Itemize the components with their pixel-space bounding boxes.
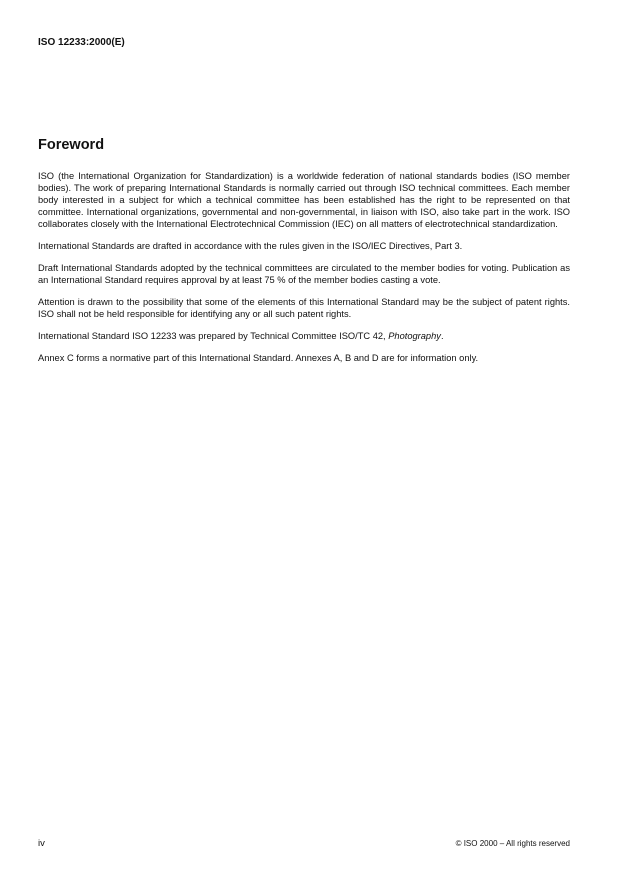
copyright-notice: © ISO 2000 – All rights reserved: [455, 839, 570, 848]
page-number: iv: [38, 838, 45, 849]
section-title: Foreword: [38, 137, 105, 153]
paragraph-iso-overview: ISO (the International Organization for Standardization) is a worldwide federation of national standards bodies (ISO member bodies). The work of preparing International Standards is normally carried out through ISO technical committees. Each member body interested in a subject for which a technical committee has been established has the right to be represented on that committee. International organizations, governmental and non-governmental, in liaison with ISO, also take part in the work. ISO collaborates closely with the International Electrotechnical Commission (IEC) on all matters of electrotechnical standardization.: [38, 171, 570, 229]
paragraph-prepared-by: [38, 330, 570, 342]
committee-subject: Photography: [388, 331, 441, 341]
paragraph-voting: Draft International Standards adopted by the technical committees are circulated to the member bodies for voting. Publication as an International Standard requires approval by at least 75 % of the member bodies casting a vote.: [38, 263, 570, 285]
foreword-body: [38, 170, 570, 374]
paragraph-drafting-rules: International Standards are drafted in accordance with the rules given in the ISO/IEC Directives, Part 3.: [38, 241, 463, 251]
paragraph-annexes: Annex C forms a normative part of this International Standard. Annexes A, B and D are for information only.: [38, 353, 479, 363]
document-id-header: ISO 12233:2000(E): [38, 37, 125, 48]
prepared-by-text: International Standard ISO 12233 was prepared by Technical Committee ISO/TC 42,: [38, 331, 389, 341]
paragraph-patent-rights: Attention is drawn to the possibility that some of the elements of this International Standard may be the subject of patent rights. ISO shall not be held responsible for identifying any or all such patent rights.: [38, 297, 570, 319]
prepared-by-suffix: .: [440, 331, 444, 341]
